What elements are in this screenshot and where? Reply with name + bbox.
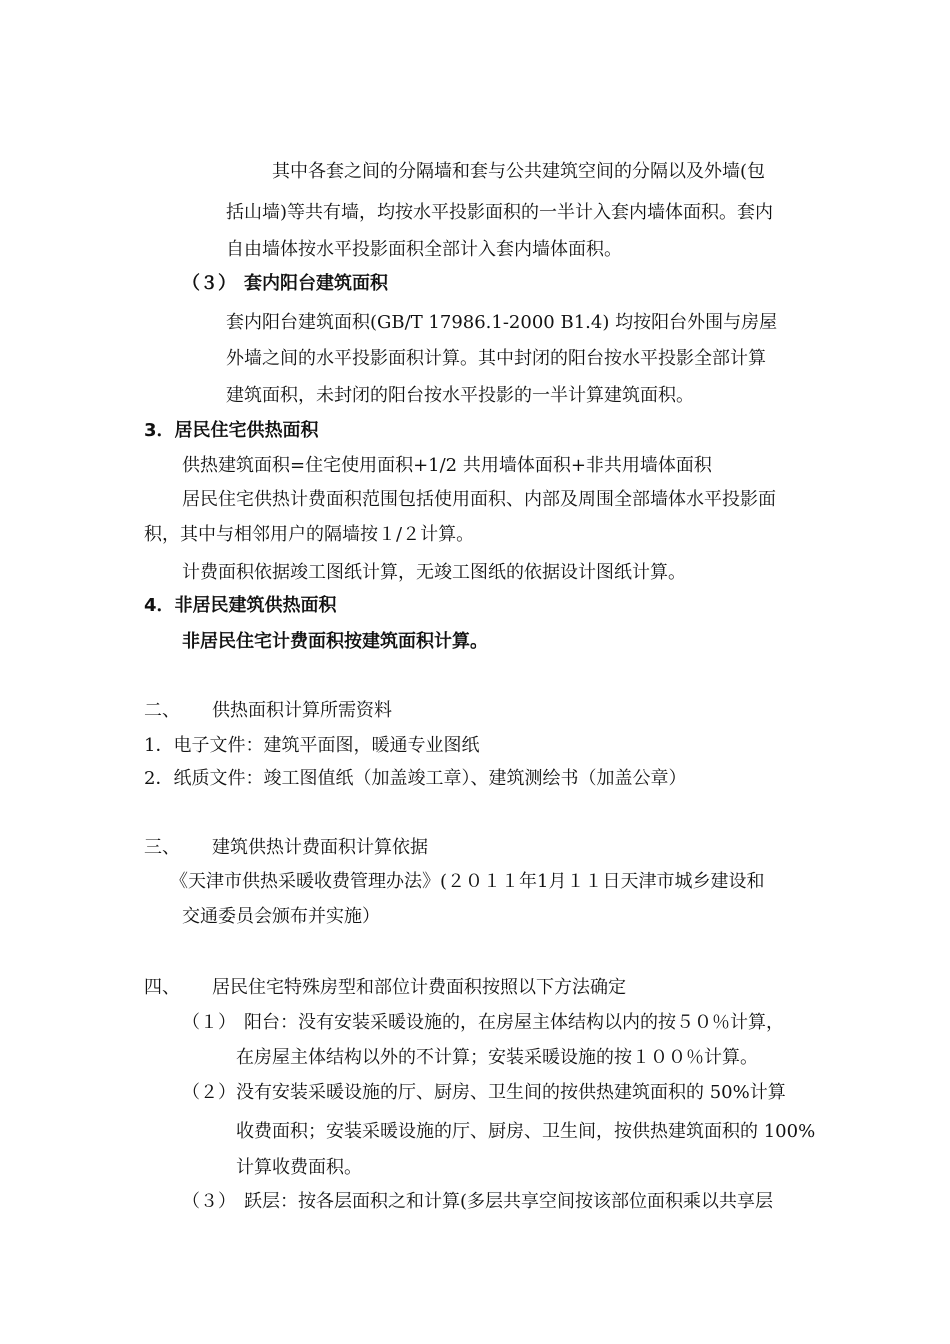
part3-number: 三、 — [144, 837, 180, 858]
part2-title: 供热面积计算所需资料 — [212, 700, 392, 721]
part3-title: 建筑供热计费面积计算依据 — [212, 837, 428, 858]
part4-title: 居民住宅特殊房型和部位计费面积按照以下方法确定 — [212, 977, 626, 998]
part2-item-1: 1．电子文件：建筑平面图，暖通专业图纸 — [144, 735, 480, 756]
part4-item-1-number: （１） — [182, 1012, 236, 1033]
part2-item-2: 2．纸质文件：竣工图值纸（加盖竣工章）、建筑测绘书（加盖公章） — [144, 768, 687, 789]
sec3-heading: 3．居民住宅供热面积 — [144, 420, 319, 441]
balcony-heading: 套内阳台建筑面积 — [244, 273, 388, 294]
balcony-line-2: 外墙之间的水平投影面积计算。其中封闭的阳台按水平投影全部计算 — [226, 348, 766, 369]
balcony-number: （３） — [182, 273, 236, 294]
walls-line-3: 自由墙体按水平投影面积全部计入套内墙体面积。 — [226, 239, 622, 260]
sec4-heading: 4．非居民建筑供热面积 — [144, 595, 337, 616]
sec3-basis: 计费面积依据竣工图纸计算，无竣工图纸的依据设计图纸计算。 — [182, 562, 686, 583]
part4-item-2-number: （２） — [182, 1082, 236, 1103]
sec3-scope-line-2: 积，其中与相邻用户的隔墙按１/２计算。 — [144, 524, 475, 545]
part4-item-2-line-1: 没有安装采暖设施的厅、厨房、卫生间的按供热建筑面积的 50%计算 — [236, 1082, 786, 1103]
sec3-formula: 供热建筑面积=住宅使用面积+1/2 共用墙体面积+非共用墙体面积 — [182, 455, 712, 476]
part4-item-1-line-2: 在房屋主体结构以外的不计算；安装采暖设施的按１００％计算。 — [236, 1047, 758, 1068]
part4-item-3-number: （３） — [182, 1191, 236, 1212]
walls-line-1: 其中各套之间的分隔墙和套与公共建筑空间的分隔以及外墙(包 — [272, 161, 766, 182]
part4-item-2-line-3: 计算收费面积。 — [236, 1157, 362, 1178]
walls-line-2: 括山墙)等共有墙，均按水平投影面积的一半计入套内墙体面积。套内 — [226, 202, 774, 223]
balcony-line-1: 套内阳台建筑面积(GB/T 17986.1-2000 B1.4) 均按阳台外围与房屋 — [226, 312, 778, 333]
balcony-line-3: 建筑面积，未封闭的阳台按水平投影的一半计算建筑面积。 — [226, 385, 694, 406]
part3-line-2: 交通委员会颁布并实施） — [182, 906, 380, 927]
part2-number: 二、 — [144, 700, 180, 721]
sec3-scope-line-1: 居民住宅供热计费面积范围包括使用面积、内部及周围全部墙体水平投影面 — [182, 489, 776, 510]
part4-item-2-line-2: 收费面积；安装采暖设施的厅、厨房、卫生间，按供热建筑面积的 100% — [236, 1121, 816, 1142]
part3-line-1: 《天津市供热采暖收费管理办法》(２０１１年1月１１日天津市城乡建设和 — [170, 871, 765, 892]
sec4-body: 非居民住宅计费面积按建筑面积计算。 — [182, 631, 488, 652]
part4-number: 四、 — [144, 977, 180, 998]
part4-item-1-line-1: 阳台：没有安装采暖设施的，在房屋主体结构以内的按５０％计算， — [244, 1012, 784, 1033]
part4-item-3-line-1: 跃层：按各层面积之和计算(多层共享空间按该部位面积乘以共享层 — [244, 1191, 774, 1212]
